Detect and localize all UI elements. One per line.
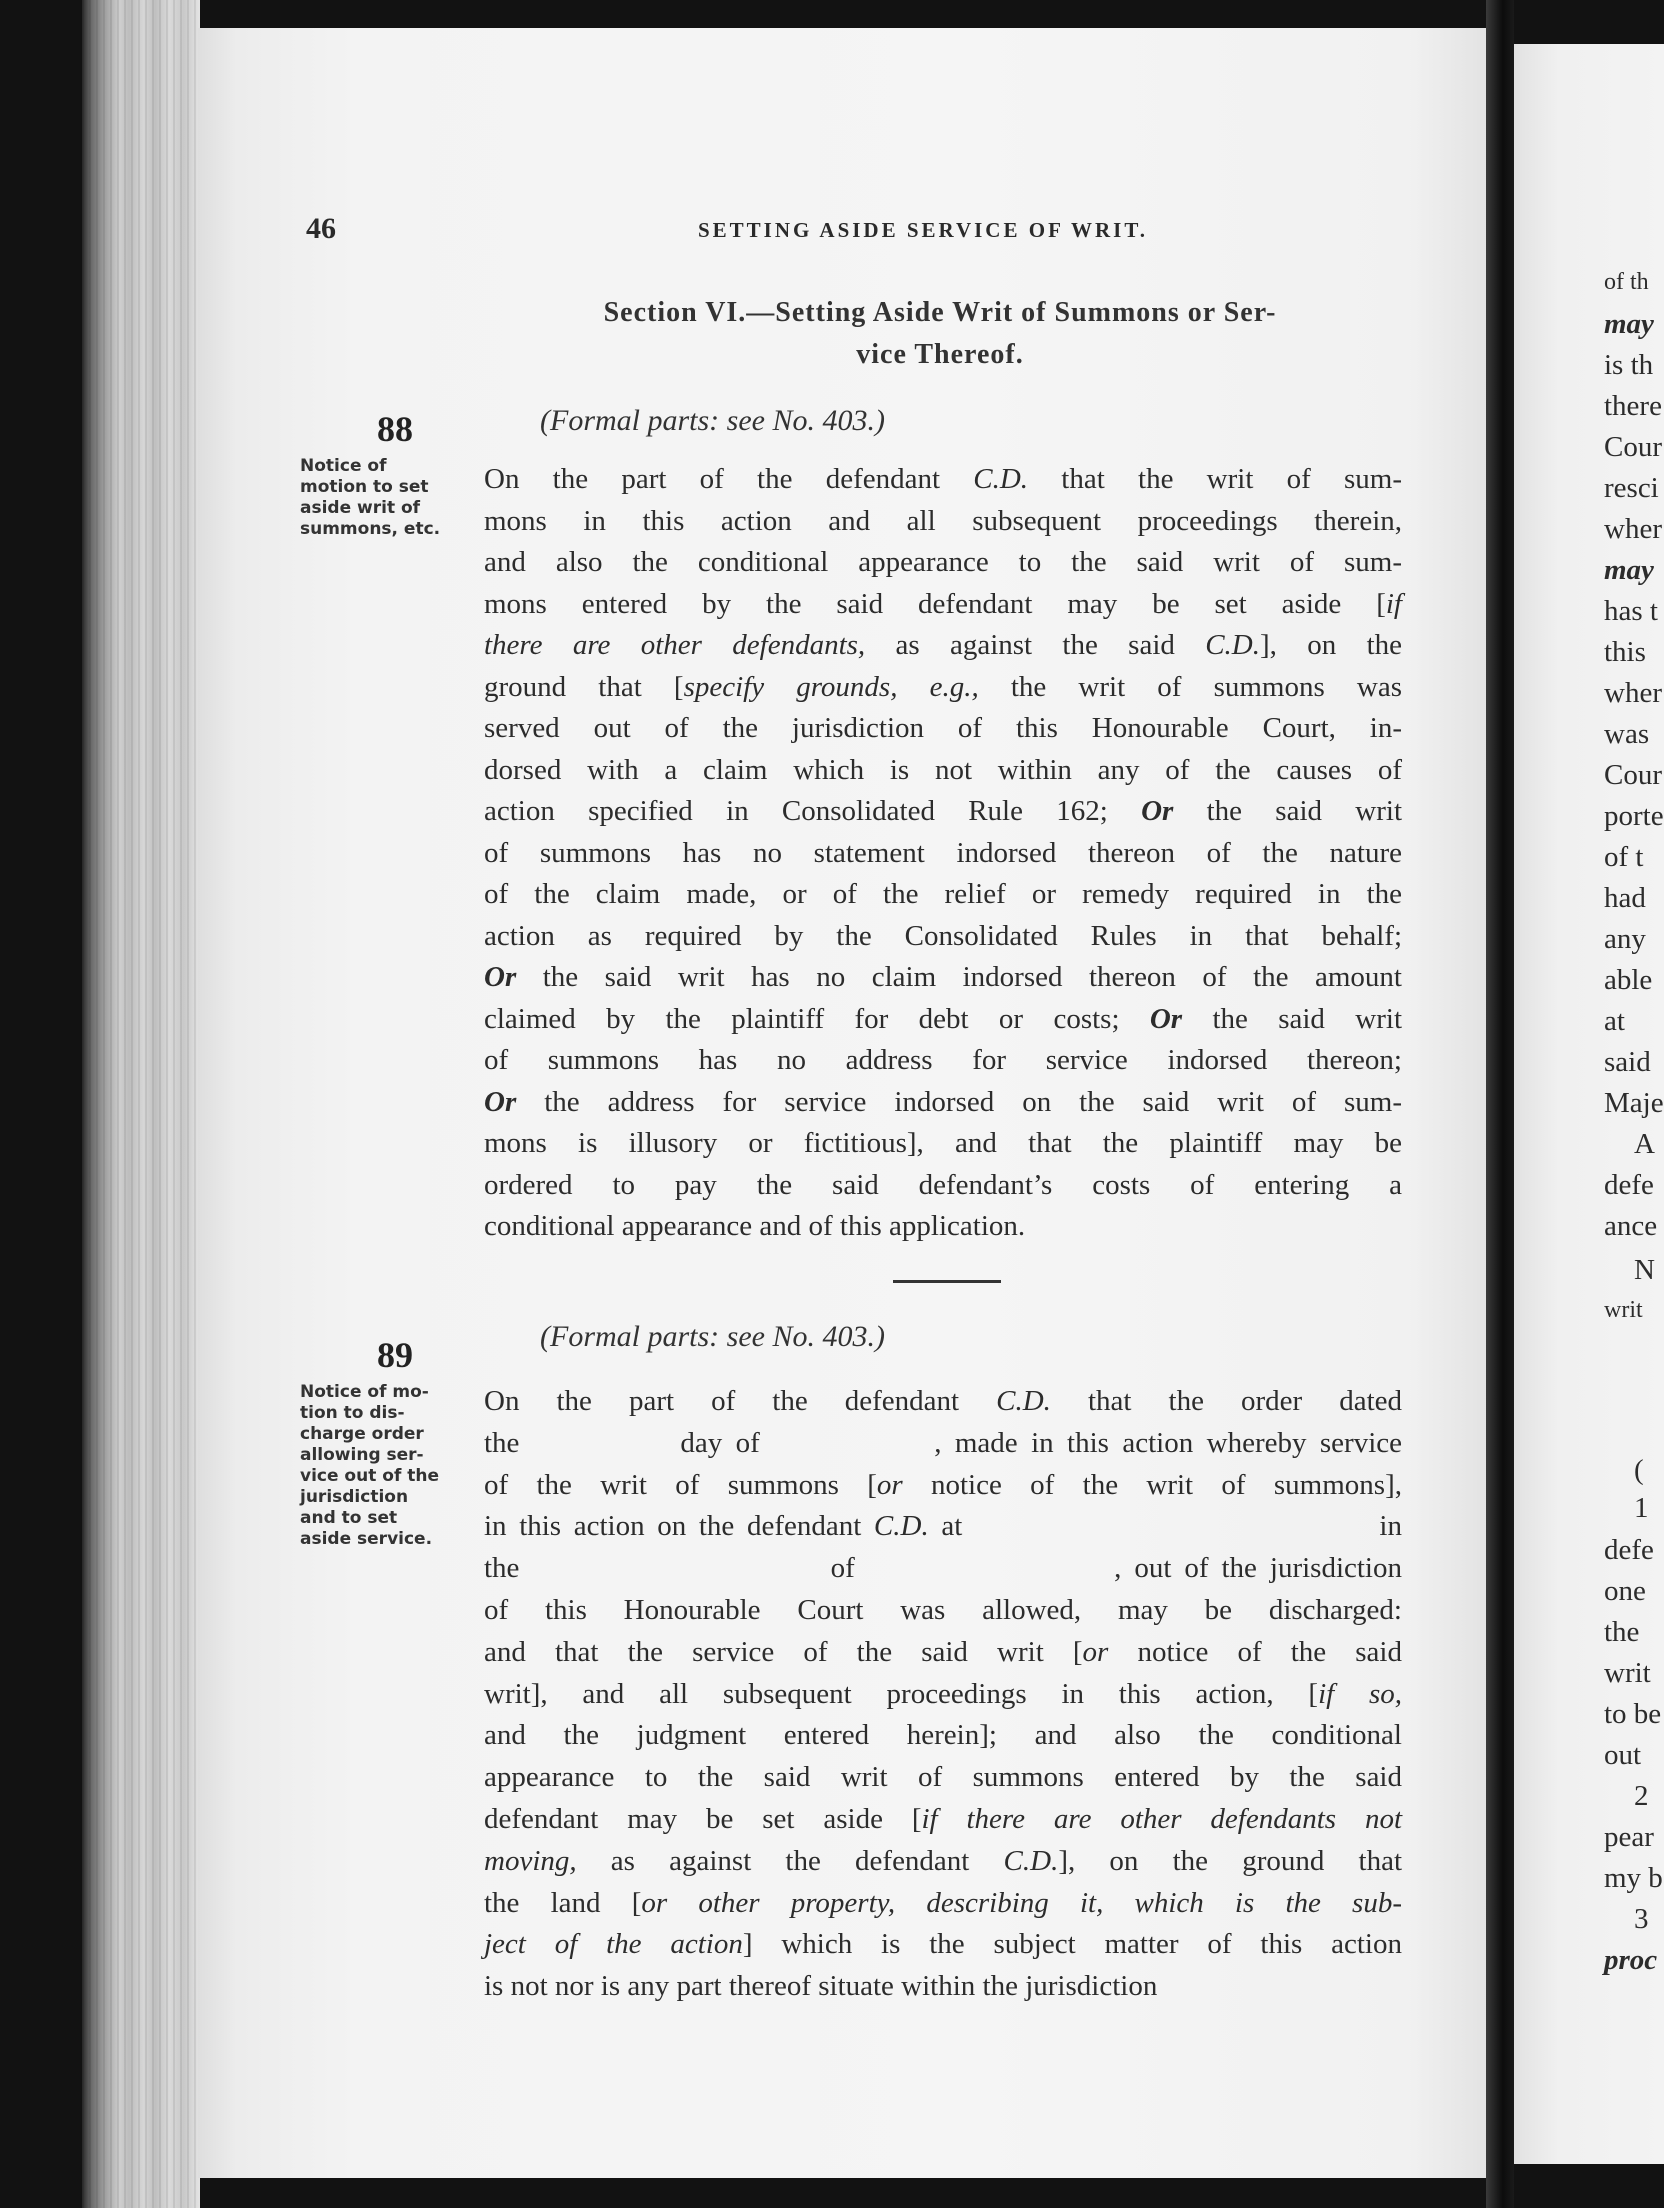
text-run: in this action on the defendant [484, 1510, 874, 1543]
italic-text: C.D. [1205, 629, 1261, 661]
sidenote-89 [300, 1382, 470, 1550]
text-run: at in [928, 1510, 1402, 1543]
body-text-line [484, 1205, 1402, 1247]
body-text-line [484, 1422, 1402, 1464]
page-number: 46 [306, 212, 336, 245]
body-text-line [484, 998, 1402, 1040]
italic-text: ject of the action [484, 1928, 743, 1961]
text-run: mons is illusory or fictitious], and that the plaintiff may be [484, 1127, 1402, 1159]
body-text-line [484, 873, 1402, 915]
right-page-text-fragment: proc [1604, 1944, 1658, 1976]
body-text-line [484, 956, 1402, 998]
sidenote-line: Notice of mo- [300, 1382, 429, 1402]
right-page-text-fragment: Cour [1604, 431, 1662, 463]
text-run: as against the said [865, 629, 1206, 661]
form-number-89: 89 [377, 1335, 413, 1375]
text-run: that the order dated [1050, 1385, 1403, 1417]
italic-text: Or [484, 1085, 517, 1118]
formal-parts-89: (Formal parts: see No. 403.) [540, 1320, 885, 1353]
right-page-text-fragment: of th [1604, 269, 1649, 295]
right-page-text-fragment: said [1604, 1046, 1651, 1078]
sidenote-line: Notice of [300, 456, 387, 476]
sidenote-line: vice out of the [300, 1466, 440, 1486]
form-number-88: 88 [377, 409, 413, 449]
right-page-text-fragment: the [1604, 1616, 1640, 1648]
text-run: mons in this action and all subsequent proceedings therein, [484, 504, 1402, 537]
sidenote-line: aside service. [300, 1529, 433, 1549]
right-page-text-fragment: Cour [1604, 759, 1662, 791]
body-text-line [484, 1122, 1402, 1164]
right-page-text-fragment: this [1604, 636, 1646, 668]
sidenote-line: charge order [300, 1424, 424, 1444]
text-run: of this Honourable Court was allowed, may be discharged: [484, 1594, 1402, 1626]
text-run: claimed by the plaintiff for debt or costs; [484, 1002, 1150, 1035]
text-run: defendant may be set aside [ [484, 1803, 922, 1835]
text-run: dorsed with a claim which is not within any of the causes of [484, 753, 1402, 786]
body-text-line [484, 583, 1402, 625]
running-title: SETTING ASIDE SERVICE OF WRIT. [697, 218, 1149, 242]
body-text-line [484, 1965, 1402, 2007]
text-run: conditional appearance and of this application. [484, 1210, 1026, 1242]
right-page-text-fragment: Maje [1604, 1087, 1664, 1119]
sidenote-line: jurisdiction [300, 1487, 409, 1507]
right-page-fragment [1514, 44, 1664, 2164]
right-page-text-fragment: resci [1604, 472, 1659, 504]
right-page-text-fragment: may [1604, 554, 1654, 586]
text-run: of the claim made, or of the relief or remedy required in the [484, 878, 1402, 910]
body-text-line [484, 1673, 1402, 1715]
text-run: of summons has no statement indorsed thereon of the nature [484, 836, 1402, 869]
italic-text: or other property, describing it, which is the sub- [641, 1886, 1402, 1919]
sidenote-line: tion to dis- [300, 1403, 405, 1423]
right-page-text-fragment: 1 [1634, 1492, 1649, 1524]
body-text-line [484, 624, 1402, 666]
section-heading-line: vice Thereof. [856, 339, 1024, 370]
body-text-line [484, 1547, 1402, 1589]
text-run: served out of the jurisdiction of this Honourable Court, in- [484, 712, 1402, 744]
text-run: ], on the ground that [1058, 1844, 1403, 1877]
text-run: the said writ [1182, 1002, 1402, 1035]
right-page-text-fragment: ance [1604, 1210, 1658, 1242]
text-run: of summons has no address for service indorsed thereon; [484, 1044, 1402, 1076]
right-page-text-fragment: defe [1604, 1534, 1654, 1566]
sidenote-line: and to set [300, 1508, 398, 1528]
right-page-text-fragment: able [1604, 964, 1653, 996]
body-text-line [484, 1039, 1402, 1081]
right-page-text-fragment: porte [1604, 800, 1664, 832]
text-run: the said writ [1173, 795, 1402, 827]
text-run: and that the service of the said writ [ [484, 1635, 1083, 1668]
right-page-text-fragment: is th [1604, 349, 1654, 381]
body-text-line [484, 1589, 1402, 1631]
text-run: writ], and all subsequent proceedings in this action, [ [484, 1677, 1319, 1710]
text-run: the of , out of the jurisdiction [484, 1552, 1402, 1585]
sidenote-88 [300, 456, 470, 540]
body-text-line [484, 1840, 1402, 1882]
italic-text: Or [1141, 795, 1174, 827]
right-page-text-fragment: writ [1604, 1297, 1643, 1323]
right-page-text-fragment: any [1604, 923, 1646, 955]
italic-text: C.D. [996, 1385, 1051, 1417]
section-heading [470, 292, 1410, 376]
right-page-text-fragment: my b [1604, 1862, 1663, 1894]
formal-parts-88: (Formal parts: see No. 403.) [540, 404, 885, 437]
text-run: ground that [ [484, 670, 684, 703]
body-text-line [484, 790, 1402, 832]
text-run: the day of , made in this action whereby service [484, 1426, 1402, 1459]
body-text-line [484, 1923, 1402, 1965]
running-head [306, 212, 1420, 252]
right-page-text-fragment: has t [1604, 595, 1658, 627]
italic-text: if [1385, 587, 1402, 620]
italic-text: specify grounds, e.g., [683, 670, 979, 703]
text-run: appearance to the said writ of summons entered by the said [484, 1761, 1402, 1794]
right-page-text-fragment: ( [1634, 1454, 1644, 1486]
sidenote-line: allowing ser- [300, 1445, 424, 1465]
right-page-text-fragment: 2 [1634, 1780, 1649, 1812]
text-run: ordered to pay the said defendant’s costs of entering a [484, 1168, 1402, 1201]
body-text-line [484, 749, 1402, 791]
text-run: mons entered by the said defendant may be set aside [ [484, 587, 1386, 620]
italic-text: if so, [1318, 1677, 1403, 1710]
text-run: as against the defendant [576, 1844, 1004, 1877]
body-text-line [484, 500, 1402, 542]
sidenote-line: motion to set [300, 477, 429, 497]
italic-text: or [876, 1468, 903, 1501]
book-page-edges [82, 0, 200, 2208]
right-page-text-fragment: to be [1604, 1698, 1662, 1730]
body-text-line [484, 1756, 1402, 1798]
right-page-text-fragment: N [1634, 1254, 1655, 1286]
body-text-line [484, 1164, 1402, 1206]
right-page-text-fragment: of t [1604, 841, 1644, 873]
italic-text: Or [1149, 1002, 1183, 1035]
text-run: ] which is the subject matter of this action [742, 1928, 1402, 1961]
text-run: that the writ of sum- [1028, 463, 1402, 495]
body-text-line [484, 1882, 1402, 1924]
right-page-text-fragment: one [1604, 1575, 1646, 1607]
text-run: is not nor is any part thereof situate within the jurisdiction [484, 1970, 1158, 2003]
body-text-line [484, 915, 1402, 957]
body-text-line [484, 1464, 1402, 1506]
section-divider [893, 1280, 1001, 1283]
sidenote-line: aside writ of [300, 498, 421, 518]
body-text-line [484, 458, 1402, 500]
text-run: On the part of the defendant [484, 463, 974, 495]
body-text-line [484, 1505, 1402, 1547]
italic-text: if there are other defendants not [921, 1803, 1402, 1835]
italic-text: there are other defendants, [484, 629, 866, 661]
right-page-text-fragment: A [1634, 1128, 1655, 1160]
right-page-text-fragment: there [1604, 390, 1662, 422]
text-run: and the judgment entered herein]; and also the conditional [484, 1719, 1402, 1752]
italic-text: moving, [484, 1844, 577, 1877]
italic-text: Or [484, 961, 517, 993]
right-page-text-fragment: was [1604, 718, 1650, 750]
text-run: On the part of the defendant [484, 1385, 997, 1417]
italic-text: C.D. [1003, 1844, 1059, 1877]
text-run: and also the conditional appearance to the said writ of sum- [484, 546, 1402, 578]
text-run: action as required by the Consolidated Rules in that behalf; [484, 919, 1402, 952]
body-text-line [484, 707, 1402, 749]
text-run: of the writ of summons [ [484, 1468, 877, 1501]
body-text-line [484, 1380, 1402, 1422]
body-text-line [484, 1081, 1402, 1123]
body-text-line [484, 1798, 1402, 1840]
body-text-line [484, 666, 1402, 708]
right-page-text-fragment: wher [1604, 513, 1662, 545]
book-gutter [1486, 0, 1514, 2208]
body-text-line [484, 1631, 1402, 1673]
section-heading-line: Section VI.—Setting Aside Writ of Summons or Ser- [603, 297, 1277, 328]
text-run: notice of the said [1108, 1635, 1402, 1668]
italic-text: C.D. [873, 1510, 929, 1543]
italic-text: or [1082, 1635, 1109, 1668]
text-run: the said writ has no claim indorsed thereon of the amount [516, 961, 1402, 993]
right-page-text-fragment: may [1604, 308, 1654, 340]
right-page-text-fragment: at [1604, 1005, 1625, 1037]
right-page-text-fragment: 3 [1634, 1903, 1649, 1935]
sidenote-line: summons, etc. [300, 519, 441, 539]
text-run: notice of the writ of summons], [902, 1468, 1402, 1501]
body-text-line [484, 541, 1402, 583]
text-run: the address for service indorsed on the said writ of sum- [516, 1085, 1402, 1118]
right-page-text-fragment: writ [1604, 1657, 1651, 1689]
text-run: the land [ [484, 1886, 642, 1919]
italic-text: C.D. [973, 463, 1029, 495]
text-run: the writ of summons was [978, 670, 1402, 703]
body-text-line [484, 832, 1402, 874]
right-page-text-fragment: out [1604, 1739, 1642, 1771]
right-page-text-fragment: defe [1604, 1169, 1654, 1201]
body-text-line [484, 1714, 1402, 1756]
text-run: ], on the [1260, 629, 1402, 661]
right-page-text-fragment: had [1604, 882, 1646, 914]
right-page-text-fragment: pear [1604, 1821, 1654, 1853]
right-page-text-fragment: wher [1604, 677, 1662, 709]
text-run: action specified in Consolidated Rule 162; [484, 795, 1142, 827]
